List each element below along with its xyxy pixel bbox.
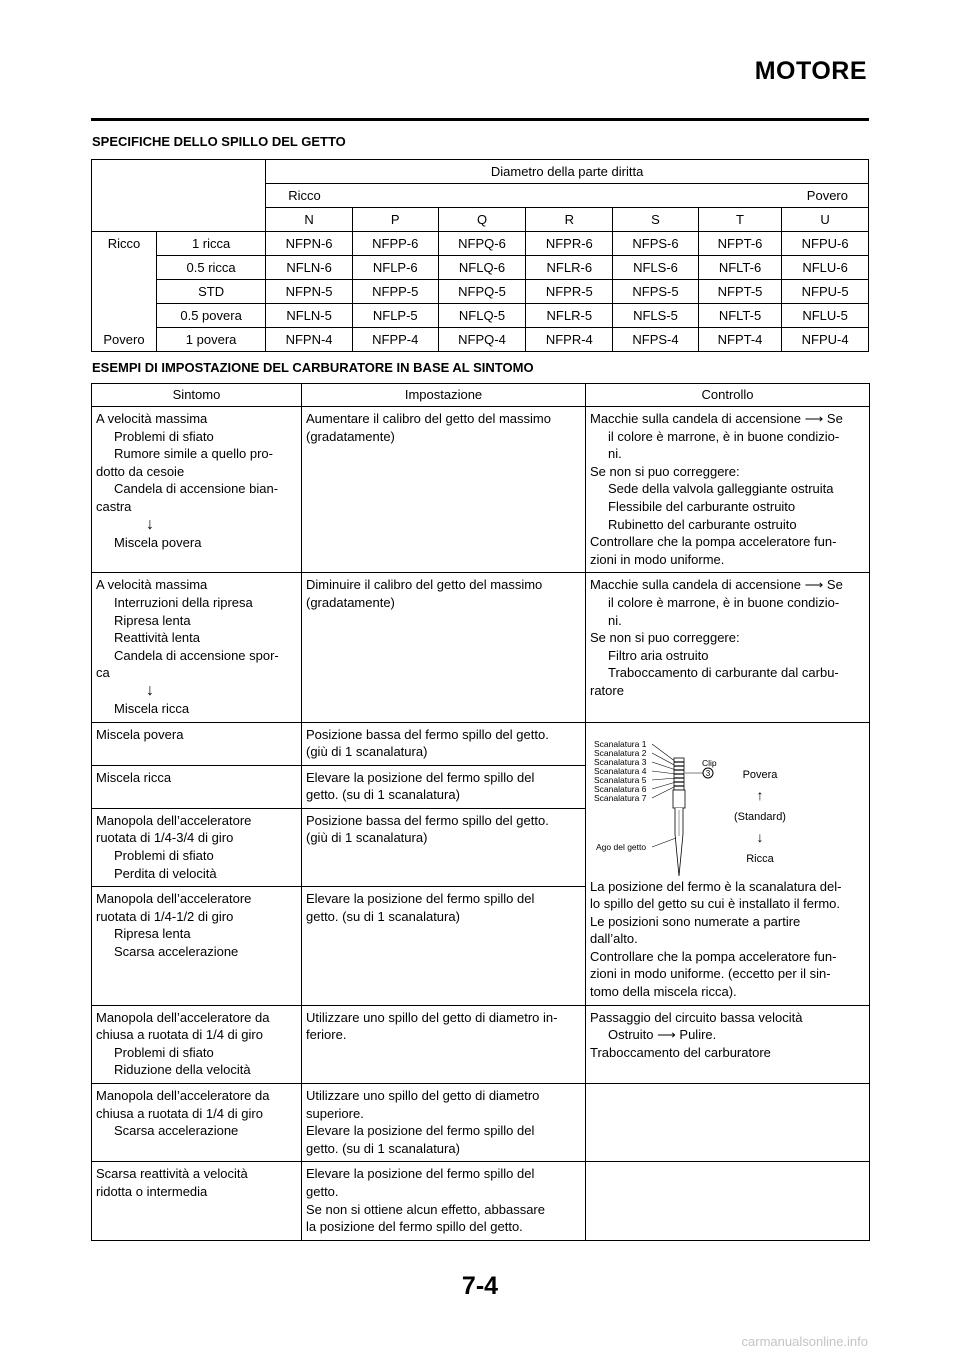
side-spacer: [92, 280, 157, 304]
table-cell: NFLP-6: [352, 256, 438, 280]
text-line: Traboccamento di carburante dal carbu-: [608, 665, 839, 681]
setting-cell: [302, 887, 586, 1005]
text-line: Sede della valvola galleggiante ostruita: [608, 481, 834, 497]
text-line: Se non si puo correggere:: [590, 463, 740, 479]
table-row: [92, 160, 869, 184]
text-line: (gradatamente): [306, 594, 395, 610]
text-line: castra: [96, 498, 132, 514]
page-number: 7-4: [461, 1272, 499, 1300]
check-cell: [586, 1084, 870, 1162]
symptom-cell: [92, 765, 302, 808]
text-line: Perdita di velocità: [114, 865, 217, 881]
clip-number: 3: [705, 768, 711, 778]
text-line: Scarsa accelerazione: [114, 944, 239, 960]
text-line: Scarsa accelerazione: [114, 1123, 239, 1139]
section-title-jet-needle: SPECIFICHE DELLO SPILLO DEL GETTO: [92, 134, 346, 149]
text-line: Miscela povera: [96, 726, 184, 742]
text-line: ruotata di 1/4-3/4 di giro: [96, 830, 234, 846]
setting-cell: [302, 765, 586, 808]
text-line: dotto da cesoie: [96, 463, 185, 479]
text-line: Posizione bassa del fermo spillo del getto.: [306, 812, 549, 828]
column-header: U: [782, 208, 869, 232]
jet-needle-table: [91, 159, 869, 352]
text-line: Rubinetto del carburante ostruito: [608, 516, 797, 532]
text-line: getto. (su di 1 scanalatura): [306, 908, 460, 924]
poor-label: Povera: [742, 768, 778, 781]
column-header-check: Controllo: [586, 384, 870, 407]
table-cell: NFLS-5: [613, 304, 699, 328]
text-line: Candela di accensione spor-: [114, 647, 279, 663]
setting-cell: [302, 1162, 586, 1240]
setting-cell: [302, 722, 586, 765]
row-label: STD: [157, 280, 266, 304]
text-line: Passaggio del circuito bassa velocità: [590, 1009, 803, 1025]
symptom-cell: [92, 407, 302, 573]
column-header-symptom: Sintomo: [92, 384, 302, 407]
text-line: Se non si puo correggere:: [590, 630, 740, 646]
text-line: Aumentare il calibro del getto del massimo: [306, 411, 551, 426]
row-label: 0.5 ricca: [157, 256, 266, 280]
rich-label: Ricco: [266, 184, 526, 208]
table-cell: NFLU-5: [782, 304, 869, 328]
column-header: P: [352, 208, 438, 232]
table-cell: NFPU-5: [782, 280, 869, 304]
column-header: S: [613, 208, 699, 232]
text-line: il colore è marrone, è in buone condizio-: [608, 428, 840, 444]
table-cell: NFLR-6: [526, 256, 613, 280]
table-cell: NFPQ-6: [438, 232, 526, 256]
table-cell: NFLR-5: [526, 304, 613, 328]
text-line: Utilizzare uno spillo del getto di diametro in-: [306, 1009, 558, 1025]
text-line: Interruzioni della ripresa: [114, 594, 253, 610]
text-line: la posizione del fermo spillo del getto.: [306, 1219, 523, 1235]
text-line: tomo della miscela ricca).: [590, 984, 737, 1000]
column-header: Q: [438, 208, 526, 232]
text-line: La posizione del fermo è la scanalatura del-: [590, 878, 842, 894]
table-cell: NFLU-6: [782, 256, 869, 280]
section-title-carburetor: ESEMPI DI IMPOSTAZIONE DEL CARBURATORE IN BASE AL SINTOMO: [92, 360, 534, 375]
text-line: Manopola dell’acceleratore: [96, 812, 252, 828]
text-line: Manopola dell’acceleratore da: [96, 1088, 270, 1104]
table-cell: NFPQ-5: [438, 280, 526, 304]
symptom-table: [91, 383, 870, 1241]
text-line: il colore è marrone, è in buone condizio-: [608, 594, 840, 610]
symptom-cell: [92, 808, 302, 886]
symptom-cell: [92, 1162, 302, 1240]
text-line: Elevare la posizione del fermo spillo del: [306, 1123, 535, 1139]
text-line: chiusa a ruotata di 1/4 di giro: [96, 1105, 263, 1121]
text-span: Pulire.: [679, 1027, 717, 1043]
symptom-cell: [92, 1005, 302, 1083]
text-line: Se non si ottiene alcun effetto, abbassare: [306, 1201, 545, 1217]
text-line: (giù di 1 scanalatura): [306, 830, 428, 846]
text-line: feriore.: [306, 1027, 347, 1043]
table-row: [92, 722, 870, 765]
text-line: chiusa a ruotata di 1/4 di giro: [96, 1027, 263, 1043]
setting-cell: [302, 407, 586, 573]
clip-position-check-cell: [586, 722, 870, 1005]
groove-label: Scanalatura 6: [594, 783, 647, 794]
text-line: lo spillo del getto su cui è installato il fermo.: [590, 896, 841, 912]
row-label: 1 ricca: [157, 232, 266, 256]
table-cell: NFLT-5: [698, 304, 781, 328]
text-line: Filtro aria ostruito: [608, 647, 709, 663]
page-header-title: MOTORE: [754, 57, 867, 85]
text-line: (giù di 1 scanalatura): [306, 744, 428, 760]
table-cell: NFPP-6: [352, 232, 438, 256]
text-line: getto. (su di 1 scanalatura): [306, 1140, 460, 1156]
text-line: Reattività lenta: [114, 630, 200, 646]
right-arrow-icon: ⟶: [657, 1027, 676, 1043]
text-line: Ripresa lenta: [114, 926, 191, 942]
text-line: Problemi di sfiato: [114, 848, 214, 864]
right-arrow-icon: ⟶: [804, 577, 824, 593]
column-header: R: [526, 208, 613, 232]
table-row: [92, 1162, 870, 1240]
table-cell: NFPP-4: [352, 328, 438, 352]
jet-needle-shape: [673, 758, 685, 876]
text-line: Flessibile del carburante ostruito: [608, 498, 796, 514]
row-label: 0.5 povera: [157, 304, 266, 328]
table-cell: NFPS-6: [613, 232, 699, 256]
text-line: Elevare la posizione del fermo spillo del: [306, 891, 535, 907]
text-line: getto. (su di 1 scanalatura): [306, 787, 460, 803]
row-label: 1 povera: [157, 328, 266, 352]
text-line: A velocità massima: [96, 577, 208, 593]
text-line: [590, 1026, 865, 1044]
watermark: carmanualsonline.info: [741, 1334, 868, 1349]
symptom-cell: [92, 722, 302, 765]
right-arrow-icon: ⟶: [804, 411, 824, 426]
leader-lines: [652, 744, 676, 847]
table-cell: NFLT-6: [698, 256, 781, 280]
column-header-setting: Impostazione: [302, 384, 586, 407]
down-arrow-icon: ↓: [146, 515, 154, 533]
table-cell: NFPR-5: [526, 280, 613, 304]
text-line: Utilizzare uno spillo del getto di diametro: [306, 1088, 540, 1104]
table-cell: NFLQ-5: [438, 304, 526, 328]
down-arrow-icon: ↓: [756, 828, 764, 845]
table-cell: NFPN-4: [266, 328, 353, 352]
setting-cell: [302, 1005, 586, 1083]
rich-label: Ricca: [746, 852, 774, 865]
table-row: [92, 304, 869, 328]
symptom-cell: [92, 1084, 302, 1162]
text-line: Controllare che la pompa acceleratore fun-: [590, 948, 837, 964]
text-line: ni.: [608, 612, 622, 628]
text-line: Miscela ricca: [114, 700, 190, 716]
table-cell: NFLQ-6: [438, 256, 526, 280]
text-line: ridotta o intermedia: [96, 1184, 208, 1199]
text-line: Problemi di sfiato: [114, 1044, 214, 1060]
side-label-rich: Ricco: [92, 232, 157, 256]
text-line: ca: [96, 665, 110, 681]
text-line: Controllare che la pompa acceleratore fun-: [590, 534, 837, 550]
check-cell: [586, 573, 870, 722]
table-cell: NFLP-5: [352, 304, 438, 328]
setting-cell: [302, 808, 586, 886]
text-line: Candela di accensione bian-: [114, 481, 279, 497]
text-line: Manopola dell’acceleratore: [96, 891, 252, 907]
table-row: [92, 256, 869, 280]
side-label-poor: Povero: [92, 328, 157, 352]
table-row: [92, 328, 869, 352]
check-cell: [586, 1005, 870, 1083]
text-line: Traboccamento del carburatore: [590, 1044, 771, 1060]
table-cell: NFLN-5: [266, 304, 353, 328]
text-line: Problemi di sfiato: [114, 428, 214, 444]
text-line: ruotata di 1/4-1/2 di giro: [96, 908, 234, 924]
table-cell: NFPP-5: [352, 280, 438, 304]
needle-label: Ago del getto: [596, 841, 647, 852]
jet-needle-diagram: [590, 726, 866, 878]
table-cell: NFPT-4: [698, 328, 781, 352]
text-line: getto.: [306, 1184, 339, 1199]
text-span: Macchie sulla candela di accensione: [590, 411, 802, 426]
side-spacer: [92, 256, 157, 280]
table-row: [92, 407, 870, 573]
groove-label: Scanalatura 4: [594, 765, 647, 776]
setting-cell: [302, 1084, 586, 1162]
table-row: [92, 1005, 870, 1083]
text-line: (gradatamente): [306, 428, 395, 444]
table-row: [92, 573, 870, 722]
symptom-cell: [92, 573, 302, 722]
diameter-header: Diametro della parte diritta: [266, 160, 869, 184]
table-row: [92, 232, 869, 256]
table-cell: NFPN-5: [266, 280, 353, 304]
poor-label: Povero: [526, 184, 869, 208]
table-cell: NFPT-5: [698, 280, 781, 304]
text-line: Elevare la posizione del fermo spillo del: [306, 769, 535, 785]
groove-label: Scanalatura 1: [594, 738, 647, 749]
table-cell: NFPU-6: [782, 232, 869, 256]
text-line: Miscela ricca: [96, 769, 172, 785]
text-span: Macchie sulla candela di accensione: [590, 577, 802, 593]
table-cell: NFPQ-4: [438, 328, 526, 352]
table-cell: NFPR-4: [526, 328, 613, 352]
table-cell: NFPR-6: [526, 232, 613, 256]
column-header: N: [266, 208, 353, 232]
text-line: A velocità massima: [96, 411, 208, 426]
column-header: T: [698, 208, 781, 232]
text-line: dall’alto.: [590, 931, 638, 947]
table-cell: NFPU-4: [782, 328, 869, 352]
table-row: [92, 280, 869, 304]
text-line: zioni in modo uniforme.: [590, 551, 725, 567]
check-cell: [586, 407, 870, 573]
text-span: Se: [826, 411, 843, 426]
table-cell: NFPT-6: [698, 232, 781, 256]
standard-label: (Standard): [734, 810, 786, 823]
text-line: [590, 410, 865, 428]
text-span: Se: [826, 577, 843, 593]
groove-label: Scanalatura 2: [594, 747, 647, 758]
text-line: Rumore simile a quello pro-: [114, 446, 273, 462]
table-corner: [92, 160, 266, 232]
down-arrow-icon: ↓: [146, 681, 154, 699]
text-line: ratore: [590, 682, 624, 698]
text-line: ni.: [608, 446, 622, 462]
groove-label: Scanalatura 5: [594, 774, 647, 785]
side-spacer: [92, 304, 157, 328]
table-header-row: [92, 384, 870, 407]
text-line: zioni in modo uniforme. (eccetto per il sin-: [590, 966, 831, 982]
groove-label: Scanalatura 7: [594, 792, 647, 803]
groove-label: Scanalatura 3: [594, 756, 647, 767]
symptom-cell: [92, 887, 302, 1005]
text-line: Ripresa lenta: [114, 612, 191, 628]
text-line: Diminuire il calibro del getto del massimo: [306, 577, 543, 593]
clip-label: Clip: [702, 757, 717, 768]
text-line: Elevare la posizione del fermo spillo del: [306, 1166, 535, 1182]
text-line: [590, 576, 865, 594]
table-row: [92, 1084, 870, 1162]
setting-cell: [302, 573, 586, 722]
table-cell: NFLS-6: [613, 256, 699, 280]
text-span: Ostruito: [608, 1027, 654, 1043]
up-arrow-icon: ↑: [756, 786, 764, 803]
table-cell: NFPS-5: [613, 280, 699, 304]
text-line: Miscela povera: [114, 534, 202, 550]
text-line: Riduzione della velocità: [114, 1062, 251, 1078]
table-cell: NFPS-4: [613, 328, 699, 352]
clip-icon: [685, 768, 713, 778]
header-rule: [91, 118, 869, 121]
table-cell: NFPN-6: [266, 232, 353, 256]
check-cell: [586, 1162, 870, 1240]
text-line: Posizione bassa del fermo spillo del getto.: [306, 726, 549, 742]
text-line: Scarsa reattività a velocità: [96, 1166, 248, 1182]
text-line: Le posizioni sono numerate a partire: [590, 913, 801, 929]
text-line: Manopola dell’acceleratore da: [96, 1009, 270, 1025]
table-cell: NFLN-6: [266, 256, 353, 280]
text-line: superiore.: [306, 1105, 364, 1121]
